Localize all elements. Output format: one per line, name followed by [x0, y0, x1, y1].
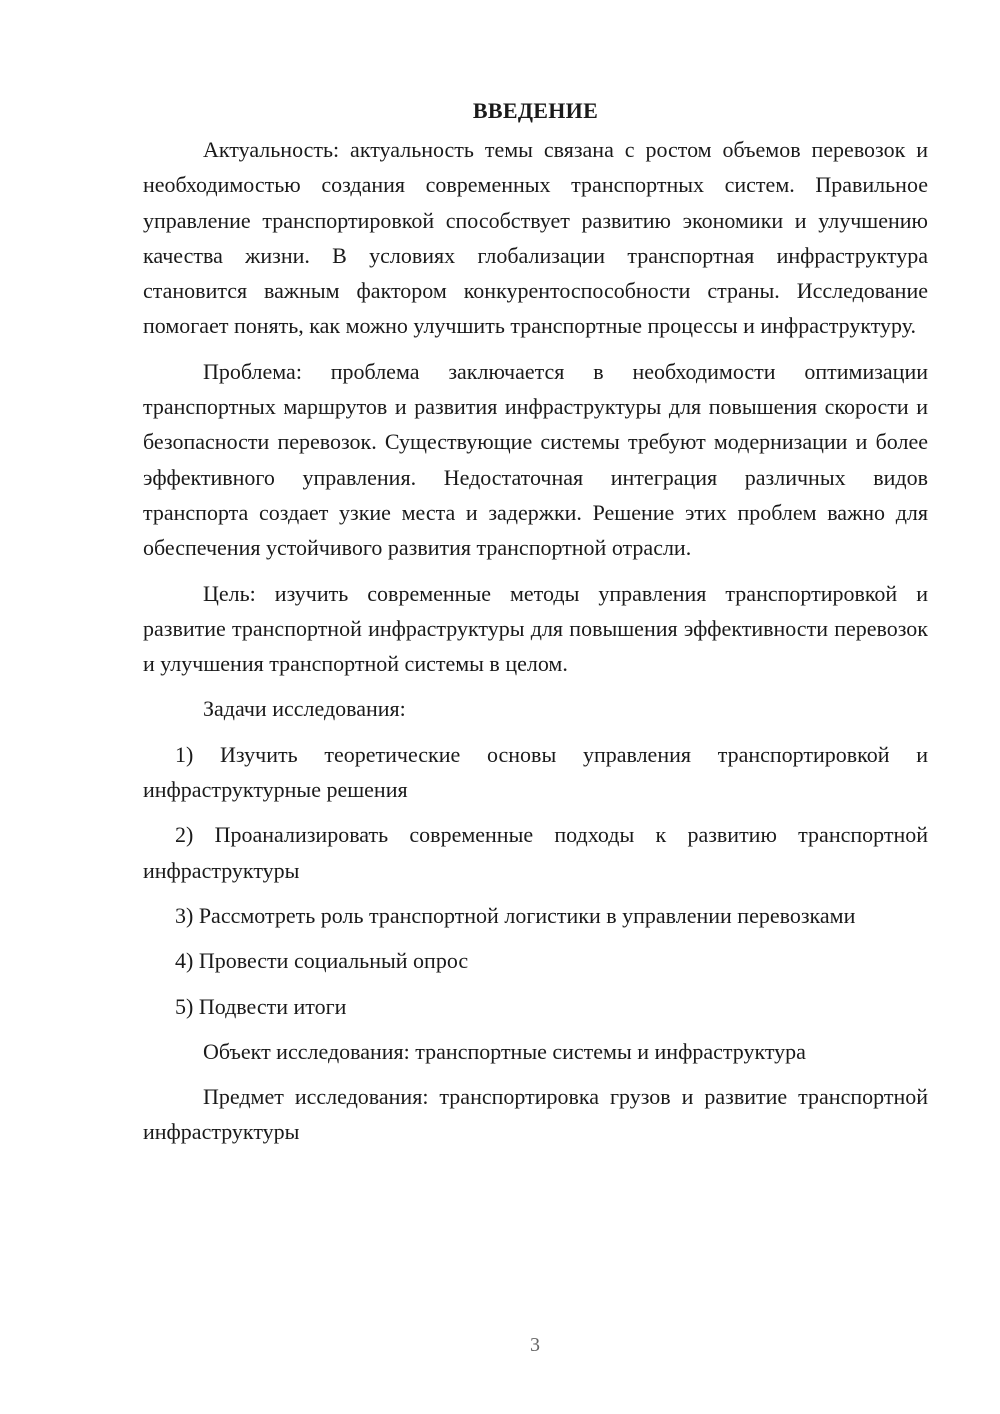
page-title: ВВЕДЕНИЕ: [472, 98, 599, 123]
subject-paragraph: Предмет исследования: транспортировка грузов и развитие транспортной инфраструктуры: [143, 1084, 928, 1145]
task-item-1: 1) Изучить теоретические основы управления транспортировкой и инфраструктурные решения: [143, 741, 928, 803]
object-paragraph: Объект исследования: транспортные системы и инфраструктура: [203, 1038, 806, 1064]
relevance-paragraph: Актуальность: актуальность темы связана с ростом объемов перевозок и необходимостью создания современных транспортных систем. Правильное управление транспортировкой способствует развитию экономики и улучшению качества жизни. В условиях глобализации транспортная инфраструктура становится важным фактором конкурентоспособности страны. Исследование помогает понять, как можно улучшить транспортные процессы и инфраструктуру.: [143, 137, 928, 339]
task-item-3: 3) Рассмотреть роль транспортной логистики в управлении перевозками: [175, 902, 856, 928]
document-page: [143, 96, 928, 1160]
task-item-5: 5) Подвести итоги: [175, 993, 347, 1019]
task-item-2: 2) Проанализировать современные подходы к развитию транспортной инфраструктуры: [143, 822, 928, 883]
tasks-heading: Задачи исследования:: [203, 696, 406, 722]
page-number: 3: [530, 1334, 540, 1356]
goal-paragraph: Цель: изучить современные методы управления транспортировкой и развитие транспортной инфраструктуры для повышения эффективности перевозок и улучшения транспортной системы в целом.: [143, 580, 928, 677]
task-item-4: 4) Провести социальный опрос: [175, 948, 469, 974]
problem-paragraph: Проблема: проблема заключается в необходимости оптимизации транспортных маршрутов и развития инфраструктуры для повышения скорости и безопасности перевозок. Существующие системы требуют модернизации и более эффективного управления. Недостаточная интеграция различных видов транспорта создает узкие места и задержки. Решение этих проблем важно для обеспечения устойчивого развития транспортной отрасли.: [143, 358, 928, 561]
